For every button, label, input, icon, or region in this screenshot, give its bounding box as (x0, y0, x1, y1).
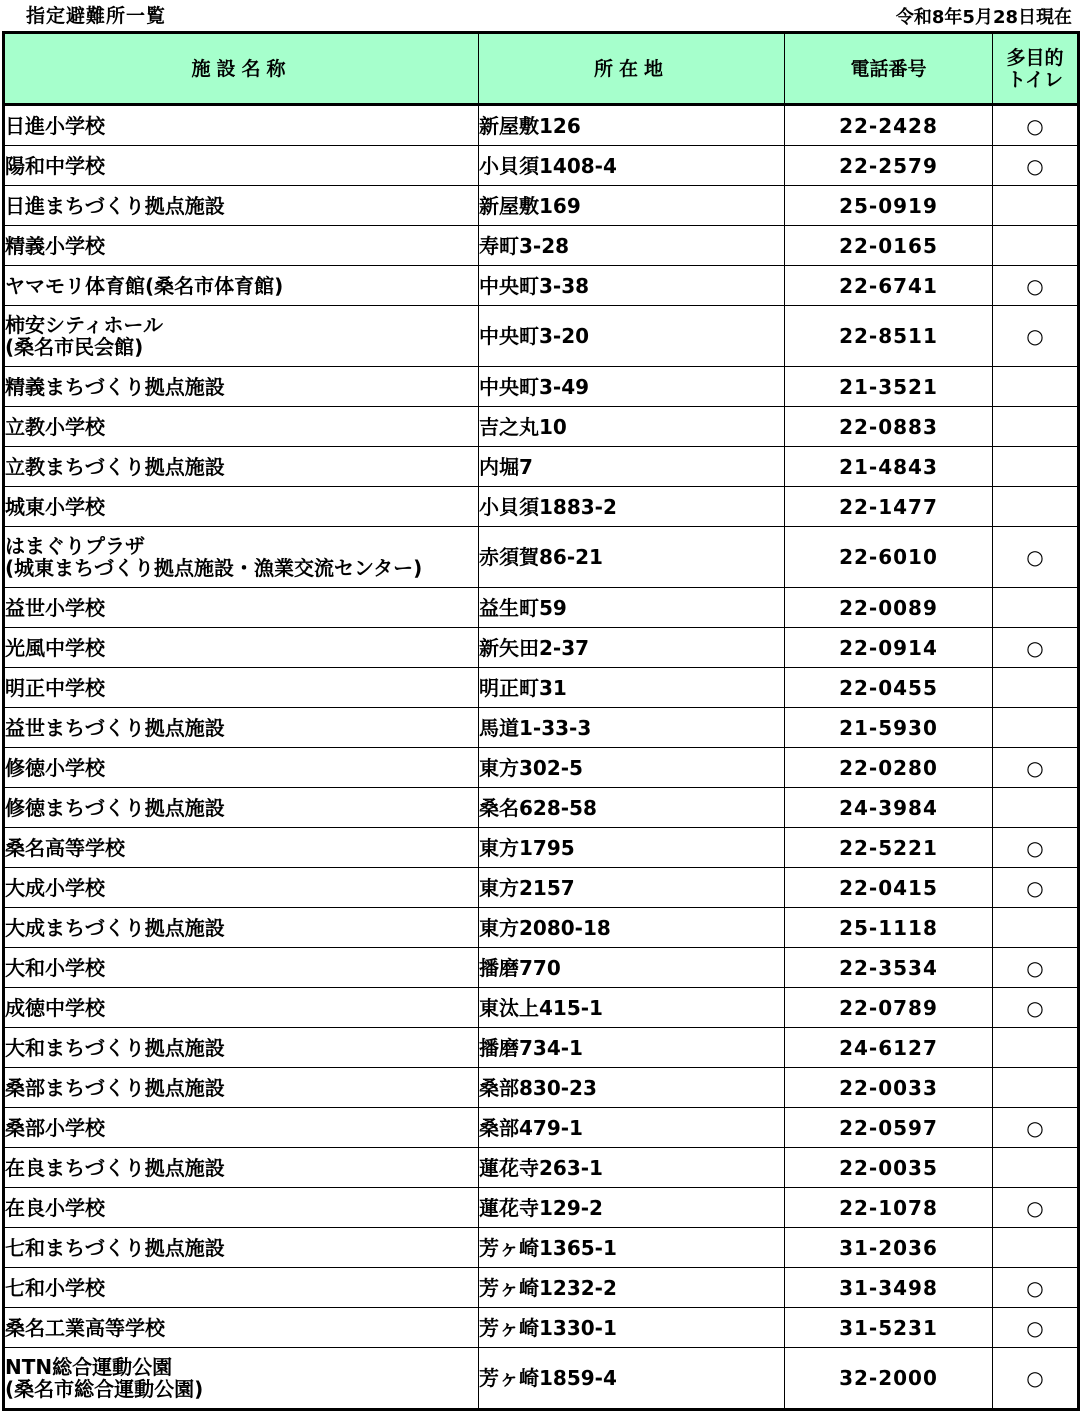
facility-name-cell (4, 588, 479, 628)
table-row (4, 1308, 1079, 1348)
table-row (4, 1268, 1079, 1308)
multipurpose-toilet-cell (993, 186, 1079, 226)
multipurpose-toilet-cell: ○ (993, 1268, 1079, 1308)
address-cell: 益生町59 (479, 588, 785, 628)
facility-name: 精義小学校 (5, 233, 105, 258)
address-cell: 播磨770 (479, 948, 785, 988)
address-cell: 中央町3-20 (479, 306, 785, 367)
phone-cell: 21-4843 (785, 447, 993, 487)
column-header-phone: 電話番号 (785, 33, 993, 105)
facility-name: 日進小学校 (5, 113, 105, 138)
multipurpose-toilet-cell: ○ (993, 1348, 1079, 1410)
address-cell: 芳ヶ崎1365-1 (479, 1228, 785, 1268)
phone-cell: 21-5930 (785, 708, 993, 748)
facility-name-cell (4, 1108, 479, 1148)
facility-name-sub: (城東まちづくり拠点施設・漁業交流センター) (5, 556, 423, 580)
facility-name-cell (4, 266, 479, 306)
phone-cell: 22-0597 (785, 1108, 993, 1148)
facility-name: 在良小学校 (5, 1195, 105, 1220)
address-cell: 新矢田2-37 (479, 628, 785, 668)
phone-cell: 22-0914 (785, 628, 993, 668)
table-row (4, 266, 1079, 306)
multipurpose-toilet-cell (993, 1228, 1079, 1268)
facility-name: 益世まちづくり拠点施設 (5, 715, 225, 740)
table-row (4, 868, 1079, 908)
facility-name-cell (4, 948, 479, 988)
facility-name: 在良まちづくり拠点施設 (5, 1155, 225, 1180)
multipurpose-toilet-cell (993, 487, 1079, 527)
facility-name-sub: (桑名市民会館) (5, 335, 144, 359)
facility-name: NTN総合運動公園 (5, 1355, 173, 1379)
multipurpose-toilet-cell (993, 407, 1079, 447)
facility-name: はまぐりプラザ (5, 534, 145, 558)
table-row (4, 1148, 1079, 1188)
table-row (4, 1188, 1079, 1228)
toilet-header-line2: トイレ (1006, 68, 1064, 91)
facility-name-cell (4, 628, 479, 668)
address-cell: 桑部479-1 (479, 1108, 785, 1148)
facility-name: 桑名工業高等学校 (5, 1315, 165, 1340)
table-row (4, 908, 1079, 948)
facility-name-cell (4, 487, 479, 527)
address-cell: 中央町3-49 (479, 367, 785, 407)
as-of-date: 令和8年5月28日現在 (895, 7, 1072, 28)
facility-name-cell (4, 788, 479, 828)
address-cell: 芳ヶ崎1330-1 (479, 1308, 785, 1348)
multipurpose-toilet-cell: ○ (993, 628, 1079, 668)
address-cell: 東方302-5 (479, 748, 785, 788)
facility-name-cell (4, 1348, 479, 1410)
column-header-toilet (993, 33, 1079, 105)
phone-cell: 22-0035 (785, 1148, 993, 1188)
table-header-row (4, 33, 1079, 105)
phone-cell: 22-3534 (785, 948, 993, 988)
facility-name-cell (4, 988, 479, 1028)
facility-name-cell (4, 1268, 479, 1308)
table-row (4, 1028, 1079, 1068)
phone-cell: 31-2036 (785, 1228, 993, 1268)
facility-name-cell (4, 1068, 479, 1108)
address-cell: 東方1795 (479, 828, 785, 868)
phone-cell: 22-0165 (785, 226, 993, 266)
facility-name-cell (4, 105, 479, 146)
address-cell: 小貝須1408-4 (479, 146, 785, 186)
multipurpose-toilet-cell (993, 708, 1079, 748)
table-row (4, 367, 1079, 407)
facility-name-sub: (桑名市総合運動公園) (5, 1377, 204, 1401)
table-row (4, 447, 1079, 487)
phone-cell: 31-3498 (785, 1268, 993, 1308)
multipurpose-toilet-cell (993, 226, 1079, 266)
facility-name: 成徳中学校 (5, 995, 105, 1020)
phone-cell: 22-5221 (785, 828, 993, 868)
multipurpose-toilet-cell: ○ (993, 988, 1079, 1028)
facility-name-cell (4, 306, 479, 367)
table-row (4, 146, 1079, 186)
multipurpose-toilet-cell: ○ (993, 1188, 1079, 1228)
facility-name: 城東小学校 (5, 494, 105, 519)
facility-name: 修徳まちづくり拠点施設 (5, 795, 225, 820)
phone-cell: 25-1118 (785, 908, 993, 948)
table-row (4, 407, 1079, 447)
table-row (4, 788, 1079, 828)
address-cell: 蓮花寺263-1 (479, 1148, 785, 1188)
multipurpose-toilet-cell (993, 908, 1079, 948)
table-row (4, 748, 1079, 788)
facility-name-cell (4, 527, 479, 588)
address-cell: 内堀7 (479, 447, 785, 487)
document-title: 指定避難所一覧 (26, 5, 167, 27)
facility-name-cell (4, 226, 479, 266)
phone-cell: 24-6127 (785, 1028, 993, 1068)
facility-name-cell (4, 1228, 479, 1268)
phone-cell: 22-6741 (785, 266, 993, 306)
table-row (4, 1068, 1079, 1108)
phone-cell: 22-0280 (785, 748, 993, 788)
multipurpose-toilet-cell: ○ (993, 948, 1079, 988)
facility-name: 大和小学校 (5, 955, 105, 980)
multipurpose-toilet-cell (993, 788, 1079, 828)
table-row (4, 226, 1079, 266)
phone-cell: 25-0919 (785, 186, 993, 226)
table-row (4, 948, 1079, 988)
multipurpose-toilet-cell: ○ (993, 146, 1079, 186)
multipurpose-toilet-cell (993, 1028, 1079, 1068)
phone-cell: 22-1477 (785, 487, 993, 527)
facility-name-cell (4, 1308, 479, 1348)
table-row (4, 487, 1079, 527)
toilet-header-line1: 多目的 (1006, 46, 1064, 69)
facility-name: 七和小学校 (5, 1275, 105, 1300)
multipurpose-toilet-cell: ○ (993, 828, 1079, 868)
phone-cell: 22-8511 (785, 306, 993, 367)
facility-name: 七和まちづくり拠点施設 (5, 1235, 225, 1260)
multipurpose-toilet-cell (993, 1148, 1079, 1188)
address-cell: 明正町31 (479, 668, 785, 708)
document-header (0, 0, 1080, 30)
facility-name-cell (4, 186, 479, 226)
column-header-address: 所在地 (479, 33, 785, 105)
multipurpose-toilet-cell: ○ (993, 306, 1079, 367)
facility-name-cell (4, 668, 479, 708)
facility-name: 益世小学校 (5, 595, 105, 620)
multipurpose-toilet-cell (993, 668, 1079, 708)
phone-cell: 22-0415 (785, 868, 993, 908)
address-cell: 芳ヶ崎1232-2 (479, 1268, 785, 1308)
phone-cell: 24-3984 (785, 788, 993, 828)
address-cell: 吉之丸10 (479, 407, 785, 447)
phone-cell: 22-0883 (785, 407, 993, 447)
facility-name: ヤマモリ体育館(桑名市体育館) (5, 273, 284, 298)
table-row (4, 588, 1079, 628)
address-cell: 蓮花寺129-2 (479, 1188, 785, 1228)
table-row (4, 1228, 1079, 1268)
address-cell: 中央町3-38 (479, 266, 785, 306)
multipurpose-toilet-cell (993, 447, 1079, 487)
phone-cell: 22-0033 (785, 1068, 993, 1108)
multipurpose-toilet-cell: ○ (993, 1108, 1079, 1148)
table-row (4, 668, 1079, 708)
phone-cell: 22-2579 (785, 146, 993, 186)
facility-name: 修徳小学校 (5, 755, 105, 780)
address-cell: 馬道1-33-3 (479, 708, 785, 748)
facility-name-cell (4, 146, 479, 186)
address-cell: 播磨734-1 (479, 1028, 785, 1068)
address-cell: 新屋敷169 (479, 186, 785, 226)
table-row (4, 708, 1079, 748)
phone-cell: 22-6010 (785, 527, 993, 588)
multipurpose-toilet-cell: ○ (993, 1308, 1079, 1348)
address-cell: 赤須賀86-21 (479, 527, 785, 588)
facility-name: 桑部まちづくり拠点施設 (5, 1075, 225, 1100)
address-cell: 東方2157 (479, 868, 785, 908)
phone-cell: 22-1078 (785, 1188, 993, 1228)
facility-name: 光風中学校 (5, 635, 105, 660)
multipurpose-toilet-cell: ○ (993, 266, 1079, 306)
address-cell: 新屋敷126 (479, 105, 785, 146)
table-row (4, 1108, 1079, 1148)
multipurpose-toilet-cell (993, 367, 1079, 407)
multipurpose-toilet-cell (993, 588, 1079, 628)
phone-cell: 22-2428 (785, 105, 993, 146)
column-header-name: 施設名称 (4, 33, 479, 105)
multipurpose-toilet-cell: ○ (993, 105, 1079, 146)
address-cell: 東方2080-18 (479, 908, 785, 948)
phone-cell: 22-0789 (785, 988, 993, 1028)
table-row (4, 527, 1079, 588)
phone-cell: 22-0455 (785, 668, 993, 708)
address-cell: 桑部830-23 (479, 1068, 785, 1108)
facility-name: 立教まちづくり拠点施設 (5, 454, 225, 479)
facility-name-cell (4, 1188, 479, 1228)
facility-name-cell (4, 447, 479, 487)
facility-name: 桑部小学校 (5, 1115, 105, 1140)
facility-name-cell (4, 868, 479, 908)
facility-name: 精義まちづくり拠点施設 (5, 374, 225, 399)
facility-name-cell (4, 748, 479, 788)
facility-name-cell (4, 367, 479, 407)
address-cell: 桑名628-58 (479, 788, 785, 828)
facility-name: 大成小学校 (5, 875, 105, 900)
address-cell: 寿町3-28 (479, 226, 785, 266)
facility-name: 大和まちづくり拠点施設 (5, 1035, 225, 1060)
facility-name: 日進まちづくり拠点施設 (5, 193, 225, 218)
address-cell: 芳ヶ崎1859-4 (479, 1348, 785, 1410)
multipurpose-toilet-cell: ○ (993, 748, 1079, 788)
facility-name-cell (4, 1148, 479, 1188)
table-row (4, 828, 1079, 868)
shelter-table (2, 31, 1080, 1411)
facility-name: 明正中学校 (5, 675, 105, 700)
phone-cell: 21-3521 (785, 367, 993, 407)
facility-name: 桑名高等学校 (5, 835, 125, 860)
facility-name: 立教小学校 (5, 414, 105, 439)
table-row (4, 105, 1079, 146)
facility-name-cell (4, 828, 479, 868)
table-row (4, 306, 1079, 367)
table-row (4, 186, 1079, 226)
table-body (4, 105, 1079, 1410)
table-row (4, 628, 1079, 668)
facility-name: 柿安シティホール (5, 313, 163, 337)
table-row (4, 988, 1079, 1028)
multipurpose-toilet-cell (993, 1068, 1079, 1108)
phone-cell: 31-5231 (785, 1308, 993, 1348)
facility-name: 陽和中学校 (5, 153, 105, 178)
address-cell: 東汰上415-1 (479, 988, 785, 1028)
facility-name-cell (4, 407, 479, 447)
phone-cell: 32-2000 (785, 1348, 993, 1410)
phone-cell: 22-0089 (785, 588, 993, 628)
facility-name-cell (4, 908, 479, 948)
multipurpose-toilet-cell: ○ (993, 868, 1079, 908)
facility-name-cell (4, 1028, 479, 1068)
address-cell: 小貝須1883-2 (479, 487, 785, 527)
facility-name-cell (4, 708, 479, 748)
table-row (4, 1348, 1079, 1410)
facility-name: 大成まちづくり拠点施設 (5, 915, 225, 940)
multipurpose-toilet-cell: ○ (993, 527, 1079, 588)
